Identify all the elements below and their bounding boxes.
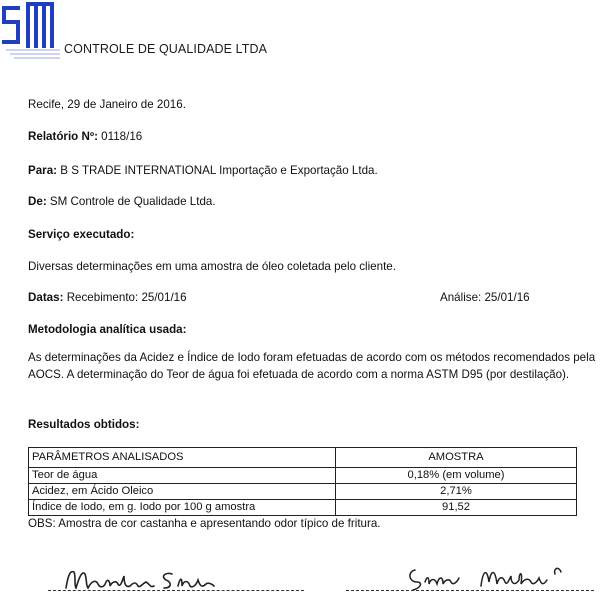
- table-cell-value: 91,52: [336, 500, 577, 516]
- table-row: [29, 484, 577, 500]
- report-number-label: Relatório Nº:: [28, 130, 98, 143]
- recipient-value: B S TRADE INTERNATIONAL Importação e Exportação Ltda.: [60, 164, 378, 177]
- table-cell-value: 0,18% (em volume): [336, 468, 577, 484]
- table-cell-parameter: Teor de água: [29, 468, 336, 484]
- table-header-parameters: PARÂMETROS ANALISADOS: [29, 448, 336, 468]
- sm-logo-icon: [0, 0, 64, 62]
- results-table: [28, 447, 577, 516]
- table-header-sample: AMOSTRA: [336, 448, 577, 468]
- method-label: Metodologia analítica usada:: [28, 323, 187, 336]
- table-cell-value: 2,71%: [336, 484, 577, 500]
- report-number-value: 0118/16: [101, 130, 143, 143]
- recipient-label: Para:: [28, 164, 58, 177]
- analysis-date: Análise: 25/01/16: [440, 291, 530, 304]
- table-row: [29, 500, 577, 516]
- signature-right-icon: [403, 560, 593, 594]
- company-name: CONTROLE DE QUALIDADE LTDA: [64, 42, 268, 56]
- sender-label: De:: [28, 195, 47, 208]
- dates-line: [28, 291, 187, 304]
- table-cell-parameter: Acidez, em Ácido Oleico: [29, 484, 336, 500]
- date-line: Recife, 29 de Janeiro de 2016.: [28, 98, 186, 111]
- sender-line: [28, 195, 216, 208]
- report-number-line: [28, 130, 142, 143]
- table-cell-parameter: Índice de Iodo, em g. Iodo por 100 g amostra: [29, 500, 336, 516]
- received-date: Recebimento: 25/01/16: [66, 291, 187, 304]
- observation-text: OBS: Amostra de cor castanha e apresentando odor típico de fritura.: [28, 517, 381, 530]
- results-label: Resultados obtidos:: [28, 418, 140, 431]
- signature-line-left: [48, 590, 304, 591]
- service-label: Serviço executado:: [28, 228, 135, 241]
- sender-value: SM Controle de Qualidade Ltda.: [49, 195, 216, 208]
- recipient-line: [28, 164, 378, 177]
- method-text: As determinações da Acidez e Índice de Iodo foram efetuadas de acordo com os métodos recomendados pela AOCS. A determinação do Teor de água foi efetuada de acordo com a norma ASTM D95 (por destilação).: [28, 351, 596, 381]
- table-header-row: [29, 448, 577, 468]
- service-text: Diversas determinações em uma amostra de óleo coletada pelo cliente.: [28, 260, 396, 273]
- signature-line-right: [346, 590, 594, 591]
- dates-label: Datas:: [28, 291, 64, 304]
- table-row: [29, 468, 577, 484]
